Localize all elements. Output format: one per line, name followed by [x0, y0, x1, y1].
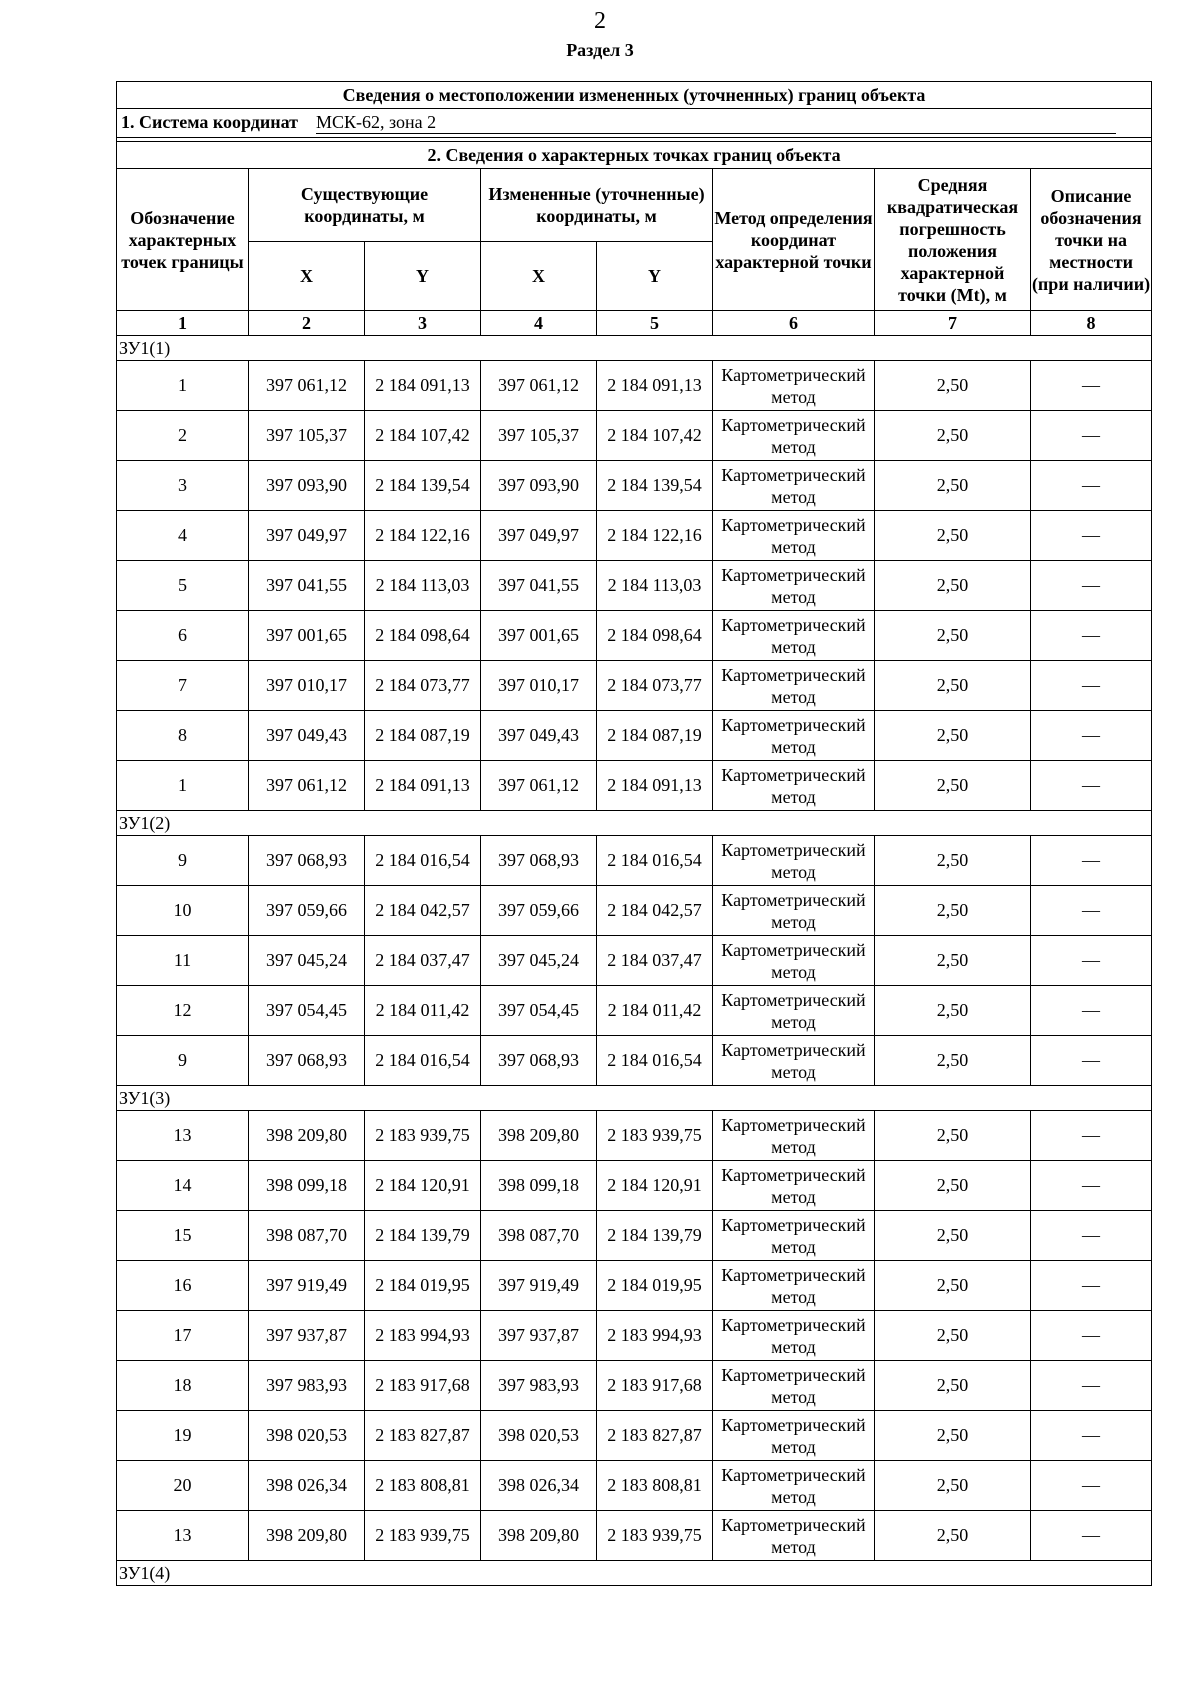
- existing-y: 2 184 120,91: [365, 1161, 481, 1211]
- changed-x: 397 937,87: [481, 1311, 597, 1361]
- error-cell: 2,50: [875, 1161, 1031, 1211]
- changed-x: 397 093,90: [481, 461, 597, 511]
- changed-y: 2 184 107,42: [597, 411, 713, 461]
- table-row: [117, 1111, 1152, 1161]
- changed-x: 398 209,80: [481, 1111, 597, 1161]
- point-number: 16: [117, 1261, 249, 1311]
- description-cell: —: [1031, 711, 1152, 761]
- point-number: 13: [117, 1111, 249, 1161]
- method-cell: Картометрический метод: [713, 461, 875, 511]
- error-cell: 2,50: [875, 611, 1031, 661]
- coord-system-row: [117, 109, 1152, 138]
- point-number: 2: [117, 411, 249, 461]
- existing-x: 398 099,18: [249, 1161, 365, 1211]
- point-number: 6: [117, 611, 249, 661]
- description-cell: —: [1031, 461, 1152, 511]
- table-row: [117, 411, 1152, 461]
- changed-x: 398 026,34: [481, 1461, 597, 1511]
- existing-y: 2 184 073,77: [365, 661, 481, 711]
- existing-x: 397 093,90: [249, 461, 365, 511]
- method-cell: Картометрический метод: [713, 1111, 875, 1161]
- changed-x: 397 041,55: [481, 561, 597, 611]
- existing-x: 398 020,53: [249, 1411, 365, 1461]
- group-label: ЗУ1(2): [117, 811, 1152, 836]
- changed-y: 2 184 122,16: [597, 511, 713, 561]
- existing-y: 2 183 994,93: [365, 1311, 481, 1361]
- point-number: 15: [117, 1211, 249, 1261]
- error-cell: 2,50: [875, 461, 1031, 511]
- description-cell: —: [1031, 936, 1152, 986]
- table-row: [117, 511, 1152, 561]
- changed-y: 2 183 827,87: [597, 1411, 713, 1461]
- error-cell: 2,50: [875, 711, 1031, 761]
- header-changed-y: Y: [597, 242, 713, 311]
- existing-y: 2 183 917,68: [365, 1361, 481, 1411]
- description-cell: —: [1031, 986, 1152, 1036]
- method-cell: Картометрический метод: [713, 886, 875, 936]
- changed-y: 2 184 139,79: [597, 1211, 713, 1261]
- changed-x: 397 068,93: [481, 1036, 597, 1086]
- changed-y: 2 183 939,75: [597, 1511, 713, 1561]
- method-cell: Картометрический метод: [713, 1261, 875, 1311]
- error-cell: 2,50: [875, 1361, 1031, 1411]
- existing-y: 2 184 098,64: [365, 611, 481, 661]
- existing-y: 2 184 016,54: [365, 836, 481, 886]
- changed-y: 2 183 808,81: [597, 1461, 713, 1511]
- table-row: [117, 1261, 1152, 1311]
- existing-y: 2 184 091,13: [365, 761, 481, 811]
- table-row: [117, 1161, 1152, 1211]
- header-error: Средняя квадратическая погрешность положения характерной точки (Mt), м: [875, 169, 1031, 311]
- point-number: 1: [117, 361, 249, 411]
- table-row: [117, 711, 1152, 761]
- error-cell: 2,50: [875, 936, 1031, 986]
- existing-x: 397 061,12: [249, 361, 365, 411]
- changed-y: 2 184 087,19: [597, 711, 713, 761]
- method-cell: Картометрический метод: [713, 936, 875, 986]
- point-number: 9: [117, 1036, 249, 1086]
- error-cell: 2,50: [875, 1211, 1031, 1261]
- error-cell: 2,50: [875, 1411, 1031, 1461]
- error-cell: 2,50: [875, 1261, 1031, 1311]
- existing-x: 397 049,97: [249, 511, 365, 561]
- column-number: 7: [875, 311, 1031, 336]
- column-number: 1: [117, 311, 249, 336]
- changed-y: 2 184 011,42: [597, 986, 713, 1036]
- existing-y: 2 184 113,03: [365, 561, 481, 611]
- changed-y: 2 184 073,77: [597, 661, 713, 711]
- column-number: 5: [597, 311, 713, 336]
- changed-x: 397 061,12: [481, 761, 597, 811]
- description-cell: —: [1031, 1036, 1152, 1086]
- error-cell: 2,50: [875, 561, 1031, 611]
- table-row: [117, 1511, 1152, 1561]
- error-cell: 2,50: [875, 661, 1031, 711]
- table-row: [117, 611, 1152, 661]
- error-cell: 2,50: [875, 1036, 1031, 1086]
- point-number: 10: [117, 886, 249, 936]
- point-number: 11: [117, 936, 249, 986]
- header-changed-coords: Измененные (уточненные) координаты, м: [481, 169, 713, 242]
- header-changed-x: X: [481, 242, 597, 311]
- error-cell: 2,50: [875, 886, 1031, 936]
- changed-x: 397 054,45: [481, 986, 597, 1036]
- changed-x: 397 105,37: [481, 411, 597, 461]
- error-cell: 2,50: [875, 1511, 1031, 1561]
- existing-x: 397 049,43: [249, 711, 365, 761]
- error-cell: 2,50: [875, 511, 1031, 561]
- error-cell: 2,50: [875, 411, 1031, 461]
- changed-x: 398 020,53: [481, 1411, 597, 1461]
- coord-system-value: МСК-62, зона 2: [316, 112, 1116, 134]
- column-number: 2: [249, 311, 365, 336]
- existing-x: 398 087,70: [249, 1211, 365, 1261]
- description-cell: —: [1031, 1111, 1152, 1161]
- description-cell: —: [1031, 411, 1152, 461]
- changed-y: 2 183 917,68: [597, 1361, 713, 1411]
- error-cell: 2,50: [875, 986, 1031, 1036]
- error-cell: 2,50: [875, 361, 1031, 411]
- table-row: [117, 361, 1152, 411]
- table-title: Сведения о местоположении измененных (уточненных) границ объекта: [117, 82, 1152, 109]
- group-label: ЗУ1(3): [117, 1086, 1152, 1111]
- existing-x: 398 209,80: [249, 1511, 365, 1561]
- description-cell: —: [1031, 1511, 1152, 1561]
- changed-x: 398 099,18: [481, 1161, 597, 1211]
- table-row: [117, 661, 1152, 711]
- point-number: 9: [117, 836, 249, 886]
- changed-x: 397 045,24: [481, 936, 597, 986]
- method-cell: Картометрический метод: [713, 411, 875, 461]
- changed-x: 397 010,17: [481, 661, 597, 711]
- method-cell: Картометрический метод: [713, 661, 875, 711]
- existing-y: 2 184 037,47: [365, 936, 481, 986]
- description-cell: —: [1031, 361, 1152, 411]
- changed-x: 397 049,97: [481, 511, 597, 561]
- method-cell: Картометрический метод: [713, 761, 875, 811]
- point-number: 17: [117, 1311, 249, 1361]
- coord-system-label: 1. Система координат: [121, 112, 298, 132]
- header-existing-x: X: [249, 242, 365, 311]
- changed-x: 397 059,66: [481, 886, 597, 936]
- point-number: 14: [117, 1161, 249, 1211]
- table-row: [117, 1211, 1152, 1261]
- method-cell: Картометрический метод: [713, 1411, 875, 1461]
- changed-x: 397 001,65: [481, 611, 597, 661]
- description-cell: —: [1031, 1361, 1152, 1411]
- changed-x: 397 049,43: [481, 711, 597, 761]
- changed-y: 2 184 016,54: [597, 1036, 713, 1086]
- existing-x: 397 983,93: [249, 1361, 365, 1411]
- description-cell: —: [1031, 1211, 1152, 1261]
- existing-y: 2 183 939,75: [365, 1111, 481, 1161]
- existing-x: 397 059,66: [249, 886, 365, 936]
- column-number: 4: [481, 311, 597, 336]
- table-row: [117, 1311, 1152, 1361]
- changed-x: 397 983,93: [481, 1361, 597, 1411]
- description-cell: —: [1031, 561, 1152, 611]
- existing-y: 2 183 939,75: [365, 1511, 481, 1561]
- existing-y: 2 183 808,81: [365, 1461, 481, 1511]
- header-point-designation: Обозначение характерных точек границы: [117, 169, 249, 311]
- method-cell: Картометрический метод: [713, 1511, 875, 1561]
- changed-x: 397 061,12: [481, 361, 597, 411]
- point-number: 12: [117, 986, 249, 1036]
- method-cell: Картометрический метод: [713, 511, 875, 561]
- method-cell: Картометрический метод: [713, 1361, 875, 1411]
- table-row: [117, 1411, 1152, 1461]
- existing-x: 398 209,80: [249, 1111, 365, 1161]
- existing-x: 397 001,65: [249, 611, 365, 661]
- changed-y: 2 184 098,64: [597, 611, 713, 661]
- point-number: 1: [117, 761, 249, 811]
- error-cell: 2,50: [875, 836, 1031, 886]
- method-cell: Картометрический метод: [713, 1161, 875, 1211]
- section-title: Раздел 3: [566, 40, 634, 60]
- changed-y: 2 184 019,95: [597, 1261, 713, 1311]
- column-number: 8: [1031, 311, 1152, 336]
- changed-y: 2 183 994,93: [597, 1311, 713, 1361]
- page-number: 2: [594, 8, 606, 34]
- method-cell: Картометрический метод: [713, 1311, 875, 1361]
- column-number: 6: [713, 311, 875, 336]
- point-number: 8: [117, 711, 249, 761]
- description-cell: —: [1031, 836, 1152, 886]
- changed-x: 397 068,93: [481, 836, 597, 886]
- table-row: [117, 761, 1152, 811]
- group-label: ЗУ1(4): [117, 1561, 1152, 1586]
- existing-x: 397 061,12: [249, 761, 365, 811]
- existing-y: 2 183 827,87: [365, 1411, 481, 1461]
- existing-x: 397 105,37: [249, 411, 365, 461]
- method-cell: Картометрический метод: [713, 561, 875, 611]
- existing-y: 2 184 016,54: [365, 1036, 481, 1086]
- header-existing-coords: Существующие координаты, м: [249, 169, 481, 242]
- description-cell: —: [1031, 511, 1152, 561]
- existing-y: 2 184 091,13: [365, 361, 481, 411]
- error-cell: 2,50: [875, 761, 1031, 811]
- changed-y: 2 184 120,91: [597, 1161, 713, 1211]
- table-row: [117, 461, 1152, 511]
- table-row: [117, 886, 1152, 936]
- header-method: Метод определения координат характерной точки: [713, 169, 875, 311]
- table-row: [117, 1036, 1152, 1086]
- existing-y: 2 184 139,79: [365, 1211, 481, 1261]
- table-row: [117, 561, 1152, 611]
- changed-x: 398 087,70: [481, 1211, 597, 1261]
- existing-x: 397 068,93: [249, 1036, 365, 1086]
- error-cell: 2,50: [875, 1111, 1031, 1161]
- description-cell: —: [1031, 661, 1152, 711]
- column-number: 3: [365, 311, 481, 336]
- error-cell: 2,50: [875, 1311, 1031, 1361]
- existing-y: 2 184 019,95: [365, 1261, 481, 1311]
- header-existing-y: Y: [365, 242, 481, 311]
- description-cell: —: [1031, 1311, 1152, 1361]
- table-row: [117, 836, 1152, 886]
- existing-x: 397 054,45: [249, 986, 365, 1036]
- group-label: ЗУ1(1): [117, 336, 1152, 361]
- point-number: 4: [117, 511, 249, 561]
- changed-y: 2 184 113,03: [597, 561, 713, 611]
- method-cell: Картометрический метод: [713, 1036, 875, 1086]
- boundary-points-table: [116, 81, 1152, 1586]
- existing-y: 2 184 042,57: [365, 886, 481, 936]
- existing-x: 397 068,93: [249, 836, 365, 886]
- existing-x: 397 041,55: [249, 561, 365, 611]
- point-number: 3: [117, 461, 249, 511]
- changed-y: 2 183 939,75: [597, 1111, 713, 1161]
- table-subtitle: 2. Сведения о характерных точках границ объекта: [117, 142, 1152, 169]
- existing-y: 2 184 107,42: [365, 411, 481, 461]
- changed-y: 2 184 016,54: [597, 836, 713, 886]
- point-number: 13: [117, 1511, 249, 1561]
- method-cell: Картометрический метод: [713, 1211, 875, 1261]
- existing-y: 2 184 011,42: [365, 986, 481, 1036]
- table-row: [117, 1361, 1152, 1411]
- table-row: [117, 936, 1152, 986]
- existing-y: 2 184 087,19: [365, 711, 481, 761]
- description-cell: —: [1031, 1161, 1152, 1211]
- description-cell: —: [1031, 611, 1152, 661]
- existing-x: 398 026,34: [249, 1461, 365, 1511]
- description-cell: —: [1031, 1461, 1152, 1511]
- existing-x: 397 937,87: [249, 1311, 365, 1361]
- method-cell: Картометрический метод: [713, 836, 875, 886]
- existing-y: 2 184 122,16: [365, 511, 481, 561]
- changed-x: 397 919,49: [481, 1261, 597, 1311]
- changed-y: 2 184 091,13: [597, 361, 713, 411]
- method-cell: Картометрический метод: [713, 1461, 875, 1511]
- changed-x: 398 209,80: [481, 1511, 597, 1561]
- method-cell: Картометрический метод: [713, 711, 875, 761]
- changed-y: 2 184 037,47: [597, 936, 713, 986]
- error-cell: 2,50: [875, 1461, 1031, 1511]
- table-row: [117, 986, 1152, 1036]
- description-cell: —: [1031, 1411, 1152, 1461]
- changed-y: 2 184 042,57: [597, 886, 713, 936]
- method-cell: Картометрический метод: [713, 611, 875, 661]
- existing-x: 397 045,24: [249, 936, 365, 986]
- method-cell: Картометрический метод: [713, 986, 875, 1036]
- existing-x: 397 919,49: [249, 1261, 365, 1311]
- method-cell: Картометрический метод: [713, 361, 875, 411]
- header-description: Описание обозначения точки на местности (при наличии): [1031, 169, 1152, 311]
- changed-y: 2 184 091,13: [597, 761, 713, 811]
- changed-y: 2 184 139,54: [597, 461, 713, 511]
- description-cell: —: [1031, 1261, 1152, 1311]
- description-cell: —: [1031, 886, 1152, 936]
- point-number: 5: [117, 561, 249, 611]
- table-row: [117, 1461, 1152, 1511]
- point-number: 18: [117, 1361, 249, 1411]
- point-number: 20: [117, 1461, 249, 1511]
- point-number: 7: [117, 661, 249, 711]
- existing-y: 2 184 139,54: [365, 461, 481, 511]
- existing-x: 397 010,17: [249, 661, 365, 711]
- point-number: 19: [117, 1411, 249, 1461]
- description-cell: —: [1031, 761, 1152, 811]
